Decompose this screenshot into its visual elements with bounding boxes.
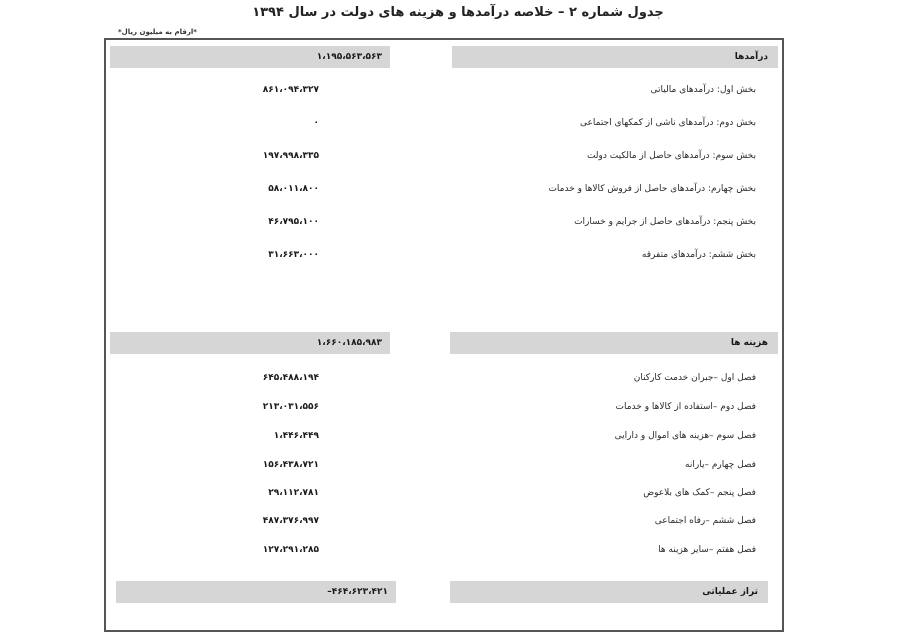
revenue-item-label: بخش اول: درآمدهای مالیاتی xyxy=(650,85,756,95)
expense-item-label: فصل اول –جبران خدمت کارکنان xyxy=(633,373,756,383)
revenue-item-value: ۱۹۷،۹۹۸،۳۳۵ xyxy=(262,151,319,161)
revenue-item-label: بخش سوم: درآمدهای حاصل از مالکیت دولت xyxy=(586,151,756,161)
revenue-item-value: ۰ xyxy=(313,118,319,128)
expense-item-value: ۲۹،۱۱۲،۷۸۱ xyxy=(268,488,319,498)
expense-item-label: فصل دوم –استفاده از کالاها و خدمات xyxy=(615,402,756,412)
expenses-total: ۱،۶۶۰،۱۸۵،۹۸۳ xyxy=(110,332,390,354)
expense-item-label: فصل هفتم –سایر هزینه ها xyxy=(658,545,756,555)
expenses-header: هزینه ها xyxy=(450,332,778,354)
revenue-item-label: بخش چهارم: درآمدهای حاصل از فروش کالاها و خدمات xyxy=(548,184,756,194)
revenue-item-value: ۸۶۱،۰۹۴،۳۲۷ xyxy=(262,85,319,95)
revenue-item-label: بخش ششم: درآمدهای متفرقه xyxy=(641,250,756,260)
unit-note: *ارقام به میلیون ریال* xyxy=(118,28,197,36)
revenues-header: درآمدها xyxy=(452,46,778,68)
revenue-item-value: ۳۱،۶۶۳،۰۰۰ xyxy=(268,250,319,260)
expense-item-value: ۱۵۶،۴۳۸،۷۲۱ xyxy=(262,460,319,470)
balance-header: تراز عملیاتی xyxy=(450,581,768,603)
revenue-item-value: ۴۶،۷۹۵،۱۰۰ xyxy=(268,217,319,227)
table-title: جدول شماره ۲ – خلاصه درآمدها و هزینه های دولت در سال ۱۳۹۴ xyxy=(252,5,664,20)
revenue-item-value: ۵۸،۰۱۱،۸۰۰ xyxy=(268,184,319,194)
balance-total: –۴۶۴،۶۲۳،۴۲۱ xyxy=(116,581,396,603)
expense-item-label: فصل سوم –هزینه های اموال و دارایی xyxy=(614,431,756,441)
expense-item-label: فصل چهارم –یارانه xyxy=(685,460,756,470)
revenues-total: ۱،۱۹۵،۵۶۳،۵۶۳ xyxy=(110,46,390,68)
revenue-item-label: بخش پنجم: درآمدهای حاصل از جرایم و خسارات xyxy=(574,217,756,227)
expense-item-value: ۴۸۷،۳۷۶،۹۹۷ xyxy=(262,516,319,526)
expense-item-value: ۲۱۳،۰۳۱،۵۵۶ xyxy=(262,402,319,412)
expense-item-value: ۱۲۷،۲۹۱،۲۸۵ xyxy=(262,545,319,555)
expense-item-label: فصل پنجم –کمک های بلاعوض xyxy=(643,488,756,498)
expense-item-label: فصل ششم –رفاه اجتماعی xyxy=(654,516,756,526)
expense-item-value: ۶۴۵،۴۸۸،۱۹۴ xyxy=(262,373,319,383)
expense-item-value: ۱،۴۴۶،۴۴۹ xyxy=(273,431,319,441)
unit-note-text: ارقام به میلیون ریال xyxy=(121,28,194,36)
revenue-item-label: بخش دوم: درآمدهای ناشی از کمکهای اجتماعی xyxy=(580,118,756,128)
